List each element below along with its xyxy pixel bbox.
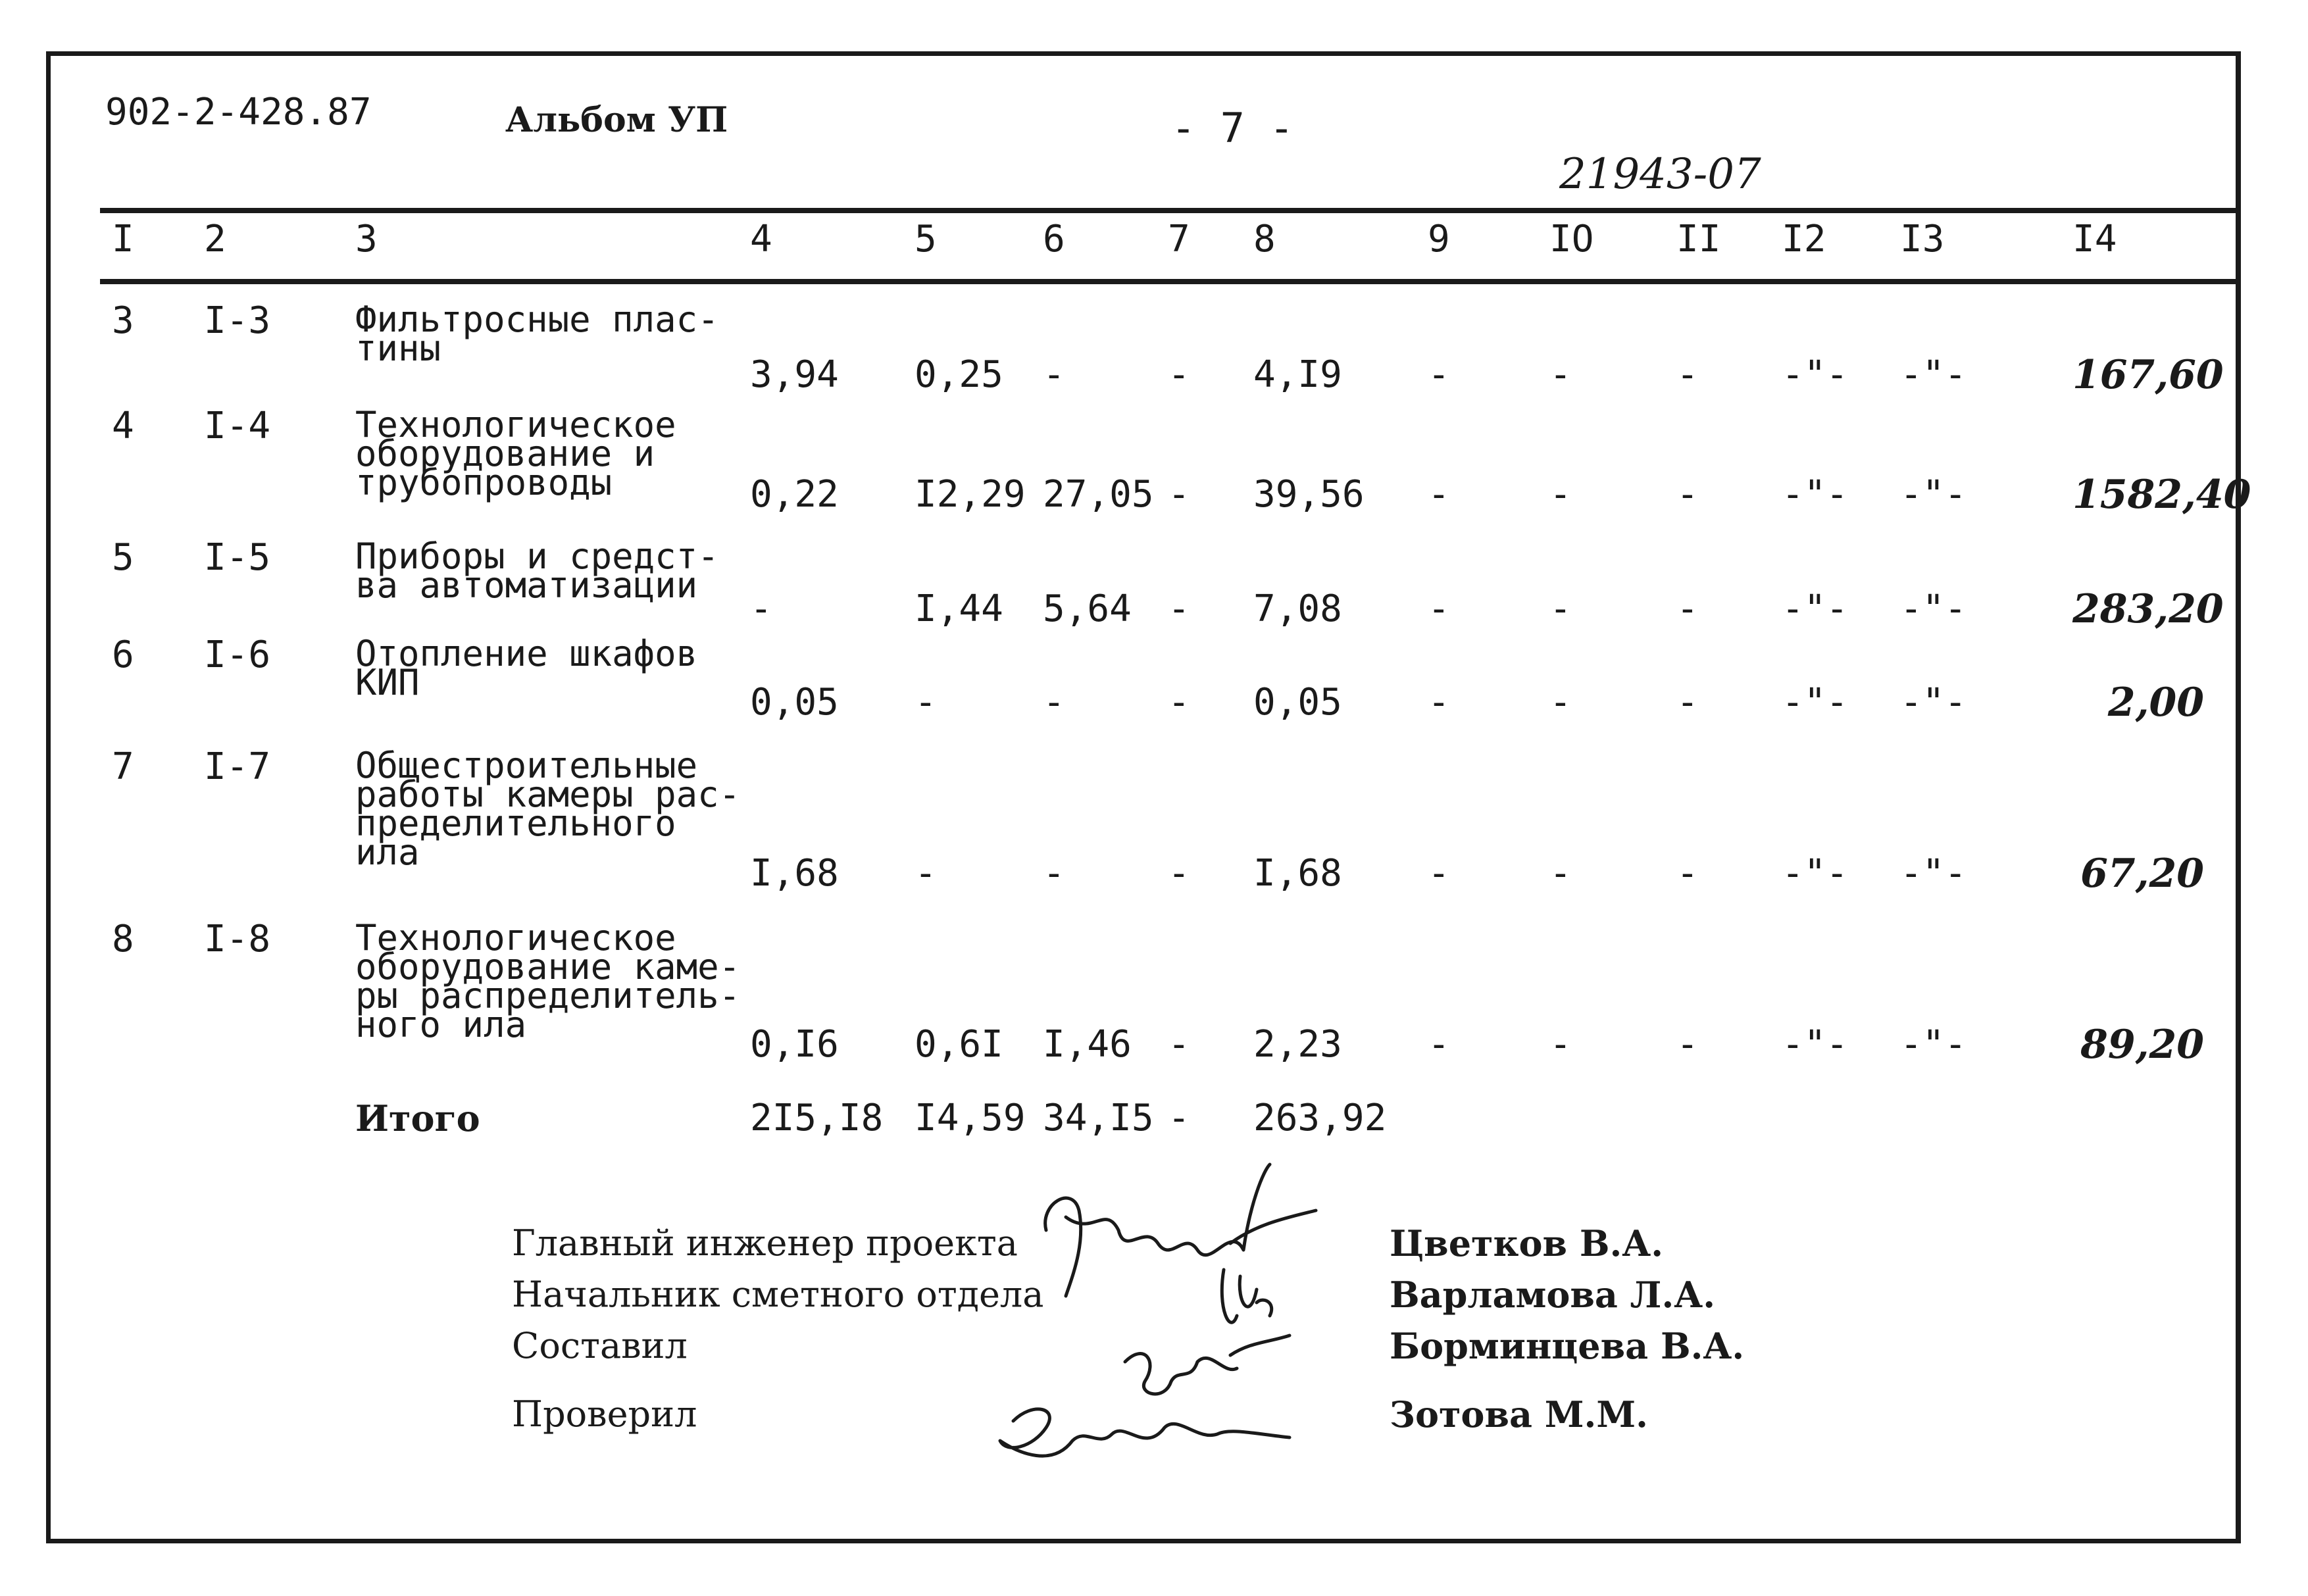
album-label: Альбом УП: [505, 100, 728, 140]
value-col-I2: -"-: [1782, 681, 1849, 724]
item-code: I-6: [204, 634, 271, 676]
signature-name: Цветков В.А.: [1390, 1222, 1664, 1264]
value-col-7: -: [1168, 1023, 1190, 1066]
value-col-I2: -"-: [1782, 473, 1849, 516]
value-col-I4: 89,20: [2080, 1022, 2204, 1068]
doc-code: 902-2-428.87: [105, 91, 372, 134]
column-number: II: [1676, 218, 1721, 261]
value-col-5: I,44: [915, 587, 1003, 630]
total-col-7: -: [1168, 1097, 1190, 1139]
value-col-I3: -"-: [1900, 852, 1967, 895]
value-col-IO: -: [1549, 473, 1572, 516]
item-code: I-5: [204, 536, 271, 579]
value-col-9: -: [1428, 473, 1450, 516]
row-number: 8: [112, 918, 134, 960]
handwritten-signatures: [947, 1145, 1355, 1487]
value-col-I2: -"-: [1782, 852, 1849, 895]
value-col-II: -: [1676, 852, 1699, 895]
item-description: Приборы и средст- ва автоматизации: [355, 536, 719, 606]
value-col-I3: -"-: [1900, 587, 1967, 630]
value-col-6: -: [1043, 681, 1065, 724]
value-col-8: 4,I9: [1253, 353, 1342, 396]
value-col-6: 27,05: [1043, 473, 1154, 516]
value-col-II: -: [1676, 681, 1699, 724]
value-col-7: -: [1168, 852, 1190, 895]
value-col-5: -: [915, 852, 937, 895]
value-col-IO: -: [1549, 587, 1572, 630]
value-col-I4: 2,00: [2107, 680, 2204, 726]
row-number: 6: [112, 634, 134, 676]
header-bottom-rule: [100, 279, 2241, 284]
item-description: Технологическое оборудование и трубопроводы: [355, 404, 676, 503]
row-number: 7: [112, 745, 134, 788]
value-col-7: -: [1168, 473, 1190, 516]
item-description: Фильтросные плас- тины: [355, 299, 719, 369]
value-col-8: 39,56: [1253, 473, 1365, 516]
value-col-6: -: [1043, 852, 1065, 895]
row-number: 3: [112, 299, 134, 342]
item-code: I-8: [204, 918, 271, 960]
value-col-II: -: [1676, 353, 1699, 396]
item-description: Общестроительные работы камеры рас- пределительного ила: [355, 745, 741, 873]
value-col-I3: -"-: [1900, 681, 1967, 724]
item-code: I-7: [204, 745, 271, 788]
value-col-4: -: [750, 587, 772, 630]
value-col-9: -: [1428, 1023, 1450, 1066]
value-col-4: 0,22: [750, 473, 839, 516]
row-number: 5: [112, 536, 134, 579]
value-col-4: I,68: [750, 852, 839, 895]
value-col-5: -: [915, 681, 937, 724]
signature-role: Начальник сметного отдела: [512, 1274, 1044, 1315]
value-col-I4: 67,20: [2080, 851, 2204, 897]
item-description: Отопление шкафов КИП: [355, 633, 698, 703]
value-col-5: 0,6I: [915, 1023, 1003, 1066]
total-col-8: 263,92: [1253, 1097, 1387, 1139]
value-col-6: I,46: [1043, 1023, 1132, 1066]
value-col-7: -: [1168, 587, 1190, 630]
value-col-I2: -"-: [1782, 1023, 1849, 1066]
row-number: 4: [112, 405, 134, 447]
value-col-4: 0,I6: [750, 1023, 839, 1066]
value-col-I4: 1582,40: [2072, 472, 2251, 518]
value-col-8: I,68: [1253, 852, 1342, 895]
value-col-7: -: [1168, 353, 1190, 396]
value-col-II: -: [1676, 1023, 1699, 1066]
column-number: 6: [1043, 218, 1065, 261]
column-number: 4: [750, 218, 772, 261]
column-number: 2: [204, 218, 226, 261]
value-col-I2: -"-: [1782, 353, 1849, 396]
value-col-5: 0,25: [915, 353, 1003, 396]
column-number: 5: [915, 218, 937, 261]
total-label: Итого: [355, 1097, 480, 1139]
value-col-I3: -"-: [1900, 353, 1967, 396]
value-col-9: -: [1428, 353, 1450, 396]
column-number: 8: [1253, 218, 1276, 261]
value-col-IO: -: [1549, 353, 1572, 396]
column-number: I4: [2072, 218, 2117, 261]
value-col-I3: -"-: [1900, 1023, 1967, 1066]
value-col-I2: -"-: [1782, 587, 1849, 630]
value-col-9: -: [1428, 852, 1450, 895]
column-number: I2: [1782, 218, 1826, 261]
total-col-5: I4,59: [915, 1097, 1026, 1139]
column-number: I: [112, 218, 134, 261]
value-col-9: -: [1428, 681, 1450, 724]
value-col-II: -: [1676, 473, 1699, 516]
value-col-II: -: [1676, 587, 1699, 630]
value-col-6: -: [1043, 353, 1065, 396]
value-col-IO: -: [1549, 852, 1572, 895]
signature-role: Главный инженер проекта: [512, 1222, 1018, 1264]
value-col-IO: -: [1549, 681, 1572, 724]
value-col-7: -: [1168, 681, 1190, 724]
total-col-6: 34,I5: [1043, 1097, 1154, 1139]
column-number: 9: [1428, 218, 1450, 261]
total-col-4: 2I5,I8: [750, 1097, 884, 1139]
value-col-4: 0,05: [750, 681, 839, 724]
column-number: I3: [1900, 218, 1945, 261]
value-col-8: 2,23: [1253, 1023, 1342, 1066]
signature-name: Варламова Л.А.: [1390, 1274, 1716, 1316]
column-number: IO: [1549, 218, 1594, 261]
item-code: I-4: [204, 405, 271, 447]
value-col-I4: 167,60: [2072, 352, 2224, 398]
value-col-6: 5,64: [1043, 587, 1132, 630]
value-col-I4: 283,20: [2072, 586, 2224, 632]
sheet-ref: 21943-07: [1559, 150, 1761, 199]
column-number: 7: [1168, 218, 1190, 261]
signature-name: Борминцева В.А.: [1390, 1325, 1745, 1367]
column-number: 3: [355, 218, 378, 261]
value-col-I3: -"-: [1900, 473, 1967, 516]
signature-name: Зотова М.М.: [1390, 1393, 1648, 1435]
item-code: I-3: [204, 299, 271, 342]
value-col-IO: -: [1549, 1023, 1572, 1066]
value-col-5: I2,29: [915, 473, 1026, 516]
value-col-4: 3,94: [750, 353, 839, 396]
header-top-rule: [100, 208, 2241, 213]
value-col-8: 0,05: [1253, 681, 1342, 724]
signature-role: Проверил: [512, 1393, 697, 1435]
item-description: Технологическое оборудование каме- ры распределитель- ного ила: [355, 917, 741, 1045]
value-col-9: -: [1428, 587, 1450, 630]
signature-role: Составил: [512, 1325, 688, 1366]
page-number: - 7 -: [1171, 104, 1294, 152]
value-col-8: 7,08: [1253, 587, 1342, 630]
